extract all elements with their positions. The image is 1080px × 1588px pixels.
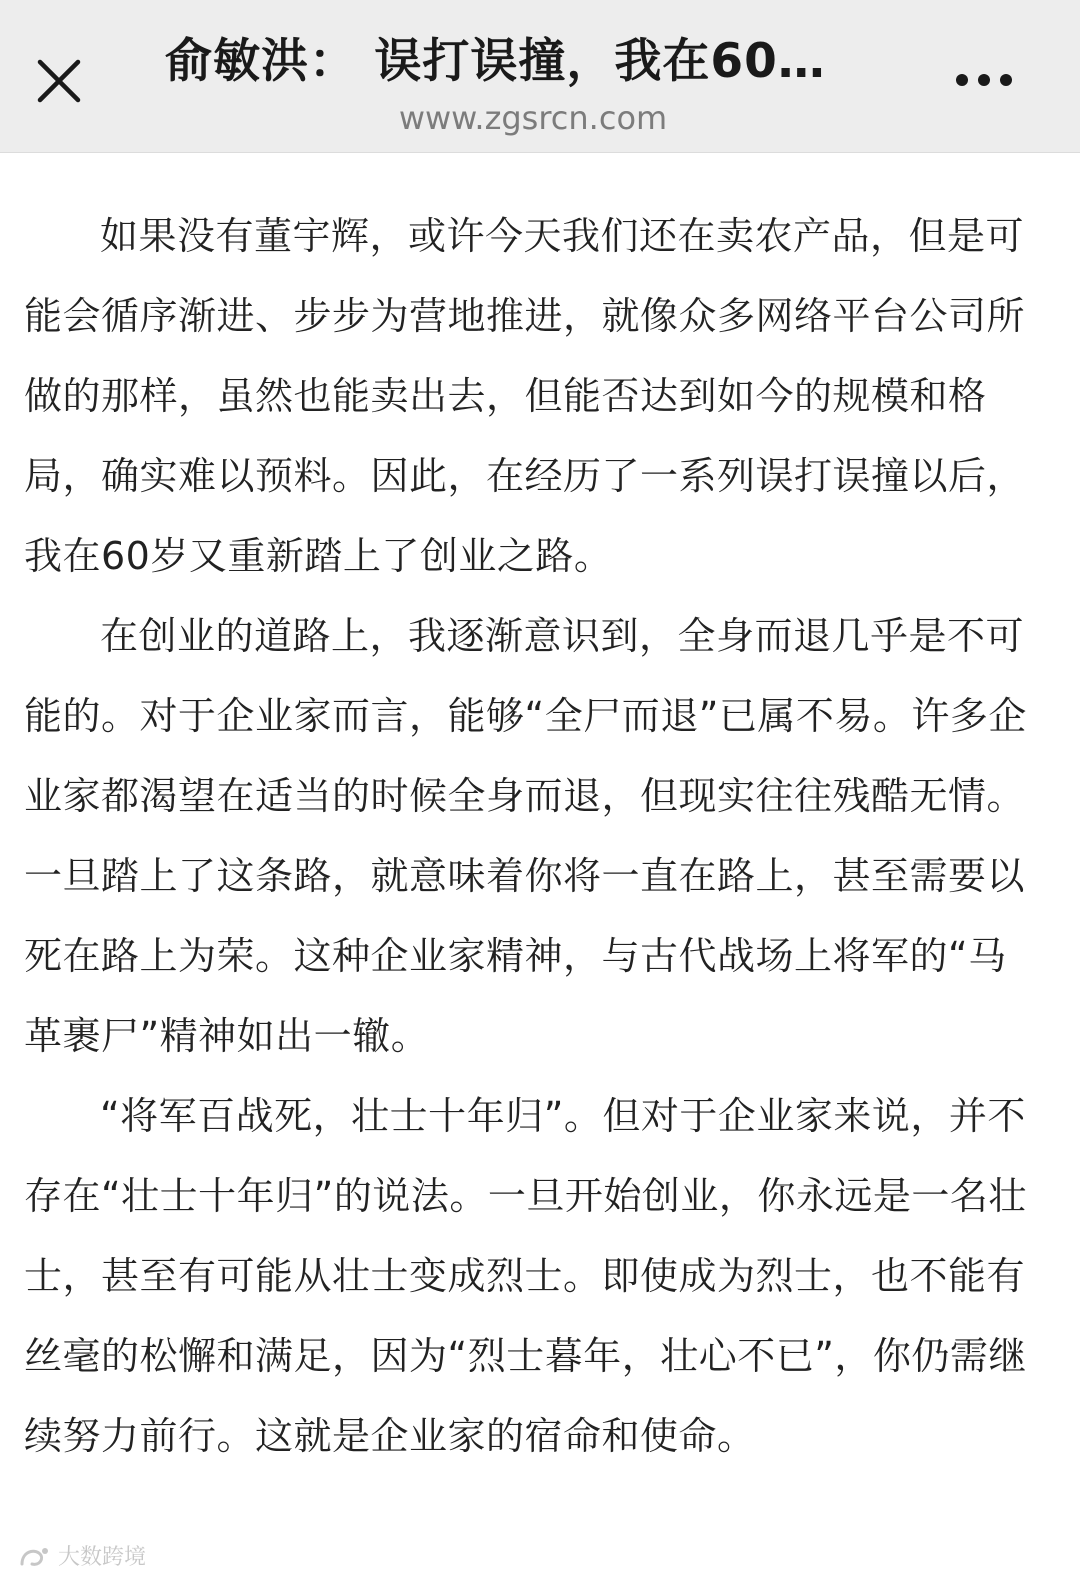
article-body (24, 196, 1044, 1476)
brand-logo-icon (18, 1544, 52, 1572)
article-paragraph: 在创业的道路上，我逐渐意识到，全身而退几乎是不可能的。对于企业家而言，能够“全尸而退”已属不易。许多企业家都渴望在适当的时候全身而退，但现实往往残酷无情。一旦踏上了这条路，就意味着你将一直在路上，甚至需要以死在路上为荣。这种企业家精神，与古代战场上将军的“马革裹尸”精神如出一辙。 (24, 614, 1027, 1058)
page-url: www.zgsrcn.com (398, 99, 668, 137)
article-paragraph: “将军百战死，壮士十年归”。但对于企业家来说，并不存在“壮士十年归”的说法。一旦开始创业，你永远是一名壮士，甚至有可能从壮士变成烈士。即使成为烈士，也不能有丝毫的松懈和满足，因为“烈士暮年，壮心不已”，你仍需继续努力前行。这就是企业家的宿命和使命。 (24, 1094, 1027, 1458)
page-title: 俞敏洪： 误打误撞，我在60… (165, 34, 826, 89)
watermark (18, 1538, 146, 1578)
more-options-button[interactable] (948, 58, 1020, 102)
top-bar (0, 0, 1080, 153)
watermark-text: 大数跨境 (58, 1545, 147, 1570)
article-paragraph: 如果没有董宇辉，或许今天我们还在卖农产品，但是可能会循序渐进、步步为营地推进，就像众多网络平台公司所做的那样，虽然也能卖出去，但能否达到如今的规模和格局，确实难以预料。因此，在经历了一系列误打误撞以后，我在60岁又重新踏上了创业之路。 (24, 214, 1026, 578)
more-dots-icon (948, 58, 1020, 102)
